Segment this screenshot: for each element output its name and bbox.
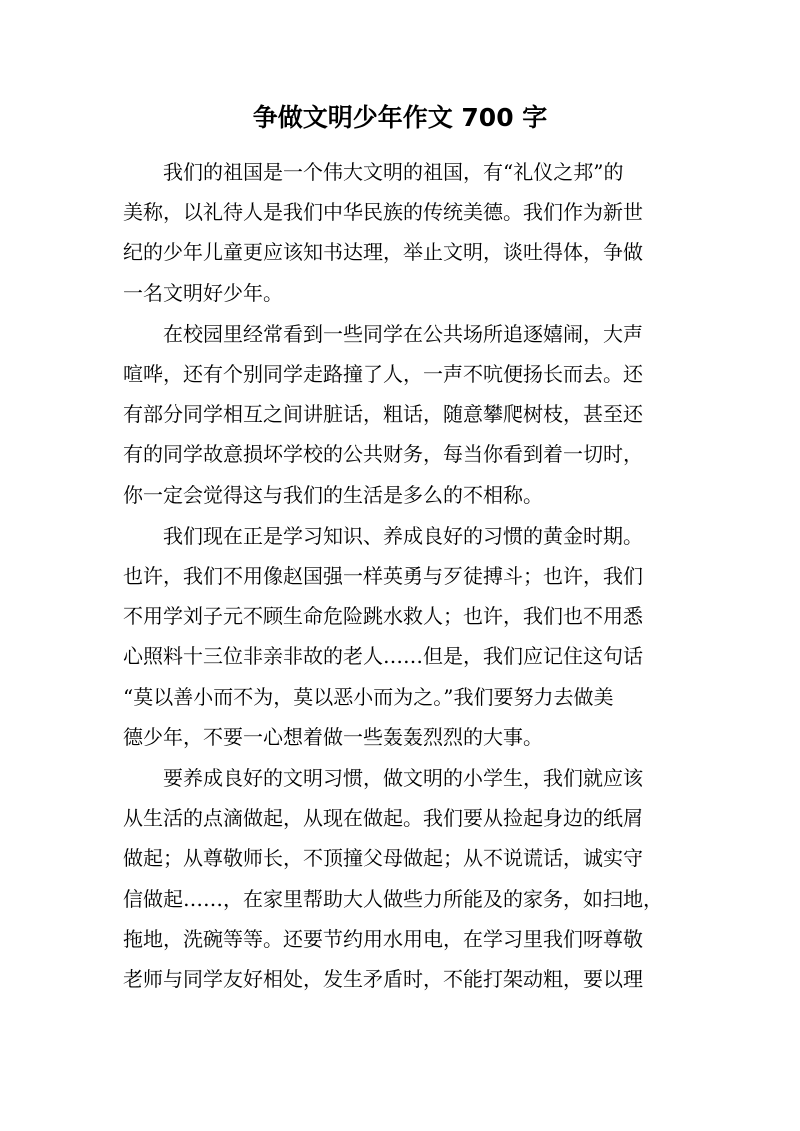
paragraph: 在校园里经常看到一些同学在公共场所追逐嬉闹，大声 喧哗，还有个别同学走路撞了人，一声不吭便扬长而去。还 有部分同学相互之间讲脏话，粗话，随意攀爬树枝，甚至还 有的同学故意损坏学校的公共财务，每当你看到着一切时， 你一定会觉得这与我们的生活是多么的不相称。 — [123, 321, 643, 507]
paragraph: 我们的祖国是一个伟大文明的祖国，有“礼仪之邦”的 美称，以礼待人是我们中华民族的传统美德。我们作为新世 纪的少年儿童更应该知书达理，举止文明，谈吐得体，争做 一名文明好少年。 — [123, 160, 643, 305]
paragraph: 要养成良好的文明习惯，做文明的小学生，我们就应该 从生活的点滴做起，从现在做起。我们要从捡起身边的纸屑 做起；从尊敬师长，不顶撞父母做起；从不说谎话，诚实守 信做起……，在家里帮助大人做些力所能及的家务，如扫地， 拖地，洗碗等等。还要节约用水用电，在学习里我们呀尊敬 老师与同学友好相处，发生矛盾时，不能打架动粗，要以理 — [123, 766, 663, 992]
page-title: 争做文明少年作文 700 字 — [252, 103, 548, 132]
paragraph: 我们现在正是学习知识、养成良好的习惯的黄金时期。 也许，我们不用像赵国强一样英勇与歹徒搏斗；也许，我们 不用学刘子元不顾生命危险跳水救人；也许，我们也不用悉 心照料十三位非亲非故的老人……但是，我们应记住这句话 “莫以善小而不为，莫以恶小而为之。”我们要努力去做美 德少年，不要一心想着做一些轰轰烈烈的大事。 — [123, 523, 643, 749]
essay-body — [123, 152, 683, 1000]
